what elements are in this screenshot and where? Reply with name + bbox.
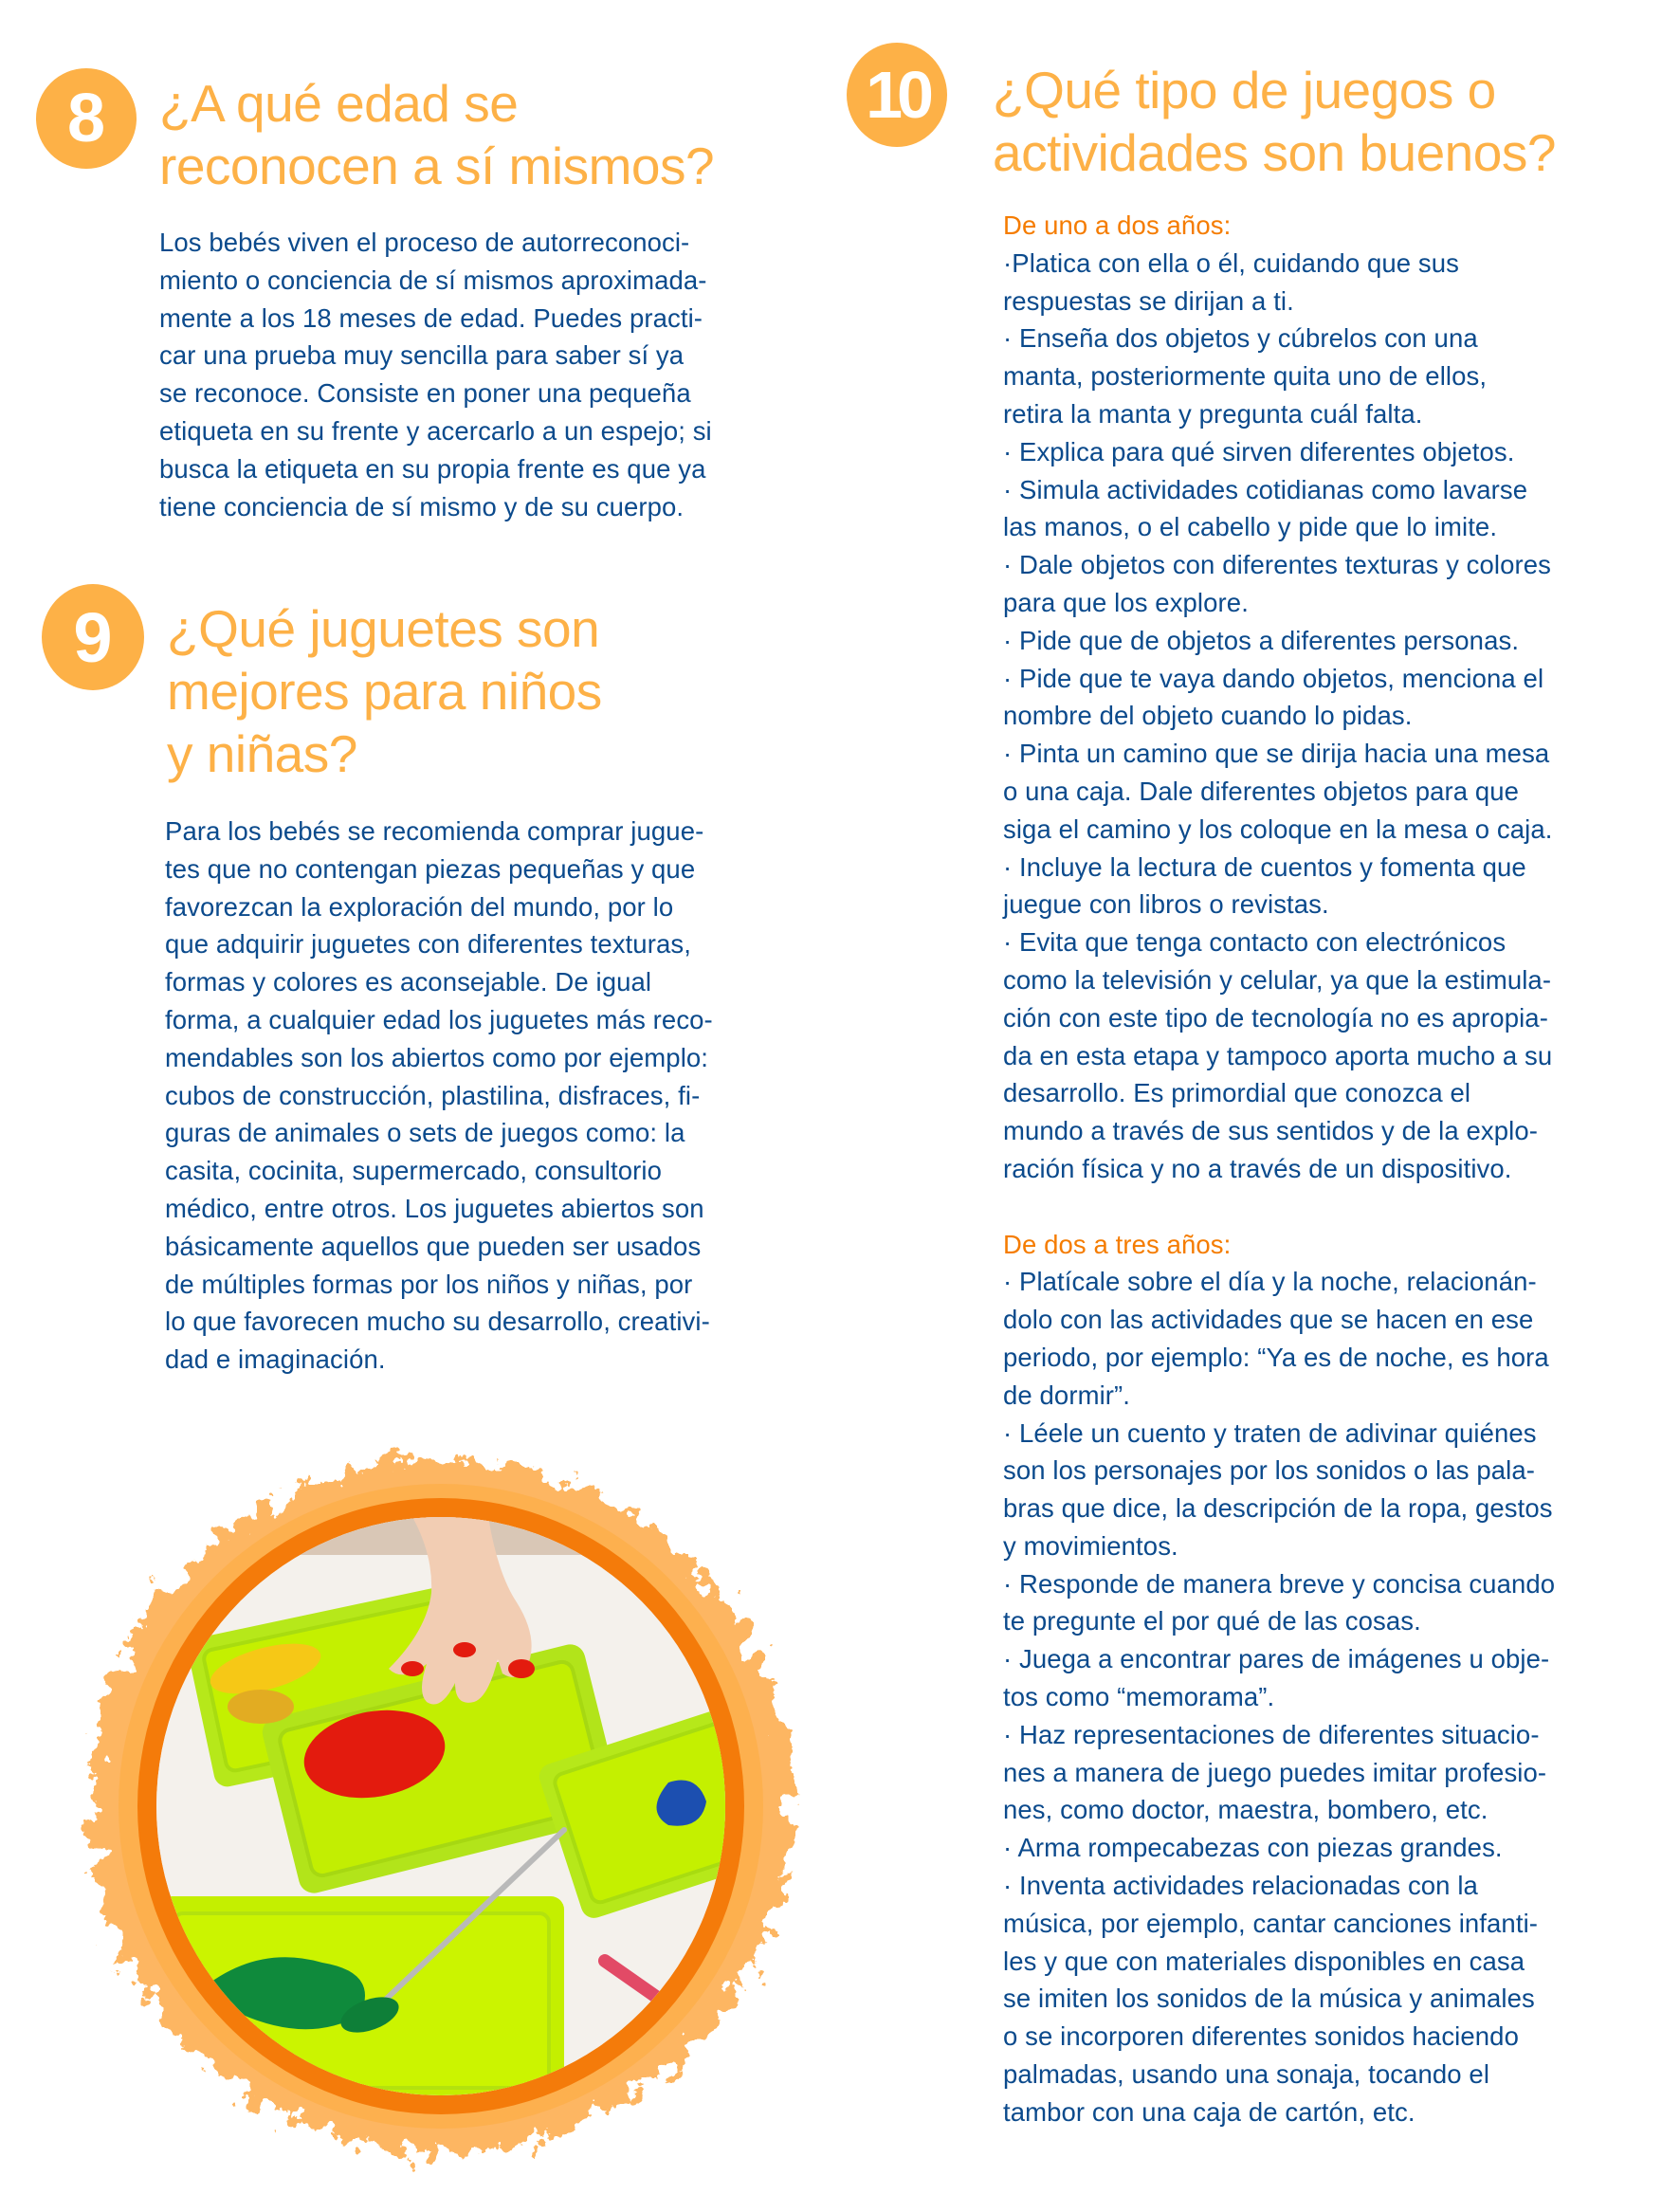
paragraph-line: forma, a cualquier edad los juguetes más reco- xyxy=(165,1004,713,1034)
age-group-heading-2-3: De dos a tres años: xyxy=(1003,1229,1232,1259)
list-item-line: retira la manta y pregunta cuál falta. xyxy=(1003,398,1423,429)
paragraph-line: tiene conciencia de sí mismo y de su cuerpo. xyxy=(159,491,685,521)
list-item-line: de dormir”. xyxy=(1003,1380,1131,1410)
list-item-line: y movimientos. xyxy=(1003,1530,1178,1561)
list-item-line: mundo a través de sus sentidos y de la explo- xyxy=(1003,1116,1538,1146)
paragraph-line: car una prueba muy sencilla para saber sí ya xyxy=(159,340,685,371)
section-gap xyxy=(1003,1188,1555,1226)
section-8-title-line-2: reconocen a sí mismos? xyxy=(159,137,715,195)
list-item-line: respuestas se dirijan a ti. xyxy=(1003,285,1294,316)
list-item-line: nombre del objeto cuando lo pidas. xyxy=(1003,701,1413,731)
paragraph-line: etiqueta en su frente y acercarlo a un espejo; si xyxy=(159,415,712,446)
list-item-line: son los personajes por los sonidos o las pala- xyxy=(1003,1455,1536,1486)
list-item-line: para que los explore. xyxy=(1003,587,1249,617)
list-item-line: nes, como doctor, maestra, bombero, etc. xyxy=(1003,1795,1488,1825)
section-9-title-line-2: mejores para niños xyxy=(167,662,602,721)
list-item-line: · Inventa actividades relacionadas con la xyxy=(1003,1871,1478,1901)
list-item-line: · Arma rompecabezas con piezas grandes. xyxy=(1003,1833,1503,1863)
section-9-number-badge xyxy=(42,584,144,690)
list-item-line: te pregunte el por qué de las cosas. xyxy=(1003,1606,1421,1636)
list-item-line: · Dale objetos con diferentes texturas y colores xyxy=(1003,550,1552,580)
paragraph-line: cubos de construcción, plastilina, disfraces, fi- xyxy=(165,1080,701,1110)
paragraph-line: mente a los 18 meses de edad. Puedes practi- xyxy=(159,302,703,333)
paragraph-line: se reconoce. Consiste en poner una pequeña xyxy=(159,378,691,409)
list-item-line: se imiten los sonidos de la música y animales xyxy=(1003,1984,1535,2014)
section-10-title-line-1: ¿Qué tipo de juegos o xyxy=(993,61,1496,119)
painting-scene-illustration xyxy=(156,1517,725,2095)
list-item-line: · Incluye la lectura de cuentos y fomenta que xyxy=(1003,851,1526,882)
section-9-body xyxy=(165,813,713,1379)
list-item-line: periodo, por ejemplo: “Ya es de noche, es hora xyxy=(1003,1342,1549,1372)
list-item-line: · Platícale sobre el día y la noche, relacionán- xyxy=(1003,1267,1537,1297)
paragraph-line: Los bebés viven el proceso de autorreconoci- xyxy=(159,228,690,257)
paragraph-line: busca la etiqueta en su propia frente es que ya xyxy=(159,453,706,484)
list-item-line: · Explica para qué sirven diferentes objetos. xyxy=(1003,436,1515,466)
paragraph-line: casita, cocinita, supermercado, consultorio xyxy=(165,1156,662,1186)
list-item-line: ·Platica con ella o él, cuidando que sus xyxy=(1003,247,1459,278)
list-item-line: como la televisión y celular, ya que la estimula- xyxy=(1003,964,1552,995)
paragraph-line: médico, entre otros. Los juguetes abiertos son xyxy=(165,1193,704,1223)
section-8-body xyxy=(159,224,712,525)
paragraph-line: favorezcan la exploración del mundo, por lo xyxy=(165,891,674,922)
list-item-line: bras que dice, la descripción de la ropa, gestos xyxy=(1003,1493,1553,1524)
list-item-line: · Pinta un camino que se dirija hacia una mesa xyxy=(1003,739,1550,769)
paragraph-line: que adquirir juguetes con diferentes texturas, xyxy=(165,929,691,960)
paragraph-line: Para los bebés se recomienda comprar jugue- xyxy=(165,816,704,846)
list-item-line: · Haz representaciones de diferentes situacio- xyxy=(1003,1719,1540,1749)
list-item-line: ración física y no a través de un dispositivo. xyxy=(1003,1153,1512,1183)
list-item-line: · Pide que te vaya dando objetos, menciona el xyxy=(1003,663,1544,693)
list-item-line: · Enseña dos objetos y cúbrelos con una xyxy=(1003,323,1478,354)
section-9-title xyxy=(167,597,602,785)
paragraph-line: mendables son los abiertos como por ejemplo: xyxy=(165,1042,709,1072)
list-item-line: nes a manera de juego puedes imitar profesio- xyxy=(1003,1757,1547,1787)
section-8-title xyxy=(159,72,714,197)
section-10-body xyxy=(1003,207,1555,2131)
section-8-number: 8 xyxy=(66,81,106,156)
paragraph-line: de múltiples formas por los niños y niñas, por xyxy=(165,1269,693,1299)
section-10-number-badge xyxy=(847,43,947,147)
list-item-line: ción con este tipo de tecnología no es apropia- xyxy=(1003,1002,1548,1033)
list-item-line: · Responde de manera breve y concisa cuando xyxy=(1003,1568,1556,1599)
paragraph-line: guras de animales o sets de juegos como: la xyxy=(165,1118,685,1148)
paragraph-line: tes que no contengan piezas pequeñas y que xyxy=(165,853,696,884)
paragraph-line: básicamente aquellos que pueden ser usados xyxy=(165,1231,702,1261)
list-item-line: o una caja. Dale diferentes objetos para que xyxy=(1003,776,1520,806)
list-item-line: · Simula actividades cotidianas como lavarse xyxy=(1003,474,1528,504)
list-item-line: manta, posteriormente quita uno de ellos, xyxy=(1003,361,1488,392)
list-item-line: siga el camino y los coloque en la mesa o caja. xyxy=(1003,814,1553,844)
section-9-title-line-3: y niñas? xyxy=(167,724,357,783)
list-item-line: · Léele un cuento y traten de adivinar quiénes xyxy=(1003,1417,1537,1448)
paragraph-line: miento o conciencia de sí mismos aproximada- xyxy=(159,265,707,295)
age-group-heading-1-2: De uno a dos años: xyxy=(1003,210,1232,240)
paragraph-line: dad e imaginación. xyxy=(165,1344,386,1375)
photo-content xyxy=(156,1517,725,2095)
paragraph-line: lo que favorecen mucho su desarrollo, creativi- xyxy=(165,1307,710,1337)
section-10-title-line-2: actividades son buenos? xyxy=(993,123,1556,182)
list-item-line: o se incorporen diferentes sonidos haciendo xyxy=(1003,2021,1519,2052)
section-10-number: 10 xyxy=(866,58,928,132)
section-8-title-line-1: ¿A qué edad se xyxy=(159,74,519,133)
list-item-line: · Juega a encontrar pares de imágenes u obje- xyxy=(1003,1644,1550,1674)
list-item-line: palmadas, usando una sonaja, tocando el xyxy=(1003,2059,1490,2090)
list-item-line: juegue con libros o revistas. xyxy=(1003,889,1329,920)
paragraph-line: formas y colores es aconsejable. De igual xyxy=(165,967,652,997)
list-item-line: las manos, o el cabello y pide que lo imite. xyxy=(1003,512,1498,542)
list-item-line: · Evita que tenga contacto con electrónicos xyxy=(1003,927,1507,958)
list-item-line: dolo con las actividades que se hacen en ese xyxy=(1003,1305,1534,1335)
list-item-line: les y que con materiales disponibles en casa xyxy=(1003,1946,1525,1976)
finger-painting-photo xyxy=(38,1422,815,2190)
list-item-line: · Pide que de objetos a diferentes personas. xyxy=(1003,625,1520,655)
list-item-line: tambor con una caja de cartón, etc. xyxy=(1003,2096,1415,2127)
section-10-title xyxy=(993,59,1556,184)
section-9-title-line-1: ¿Qué juguetes son xyxy=(167,599,600,658)
list-item-line: tos como “memorama”. xyxy=(1003,1682,1275,1712)
list-item-line: da en esta etapa y tampoco aporta mucho a su xyxy=(1003,1040,1553,1070)
section-9-number: 9 xyxy=(73,597,113,677)
section-8-number-badge xyxy=(36,68,137,169)
list-item-line: música, por ejemplo, cantar canciones infanti- xyxy=(1003,1908,1539,1938)
list-item-line: desarrollo. Es primordial que conozca el xyxy=(1003,1078,1471,1108)
